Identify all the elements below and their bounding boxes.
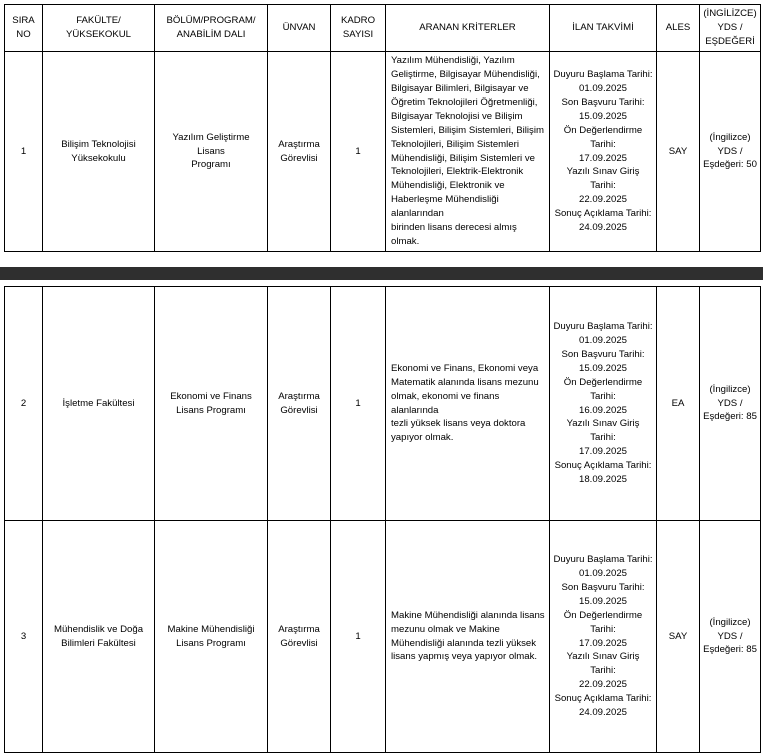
- cell-aranan-kriterler: Makine Mühendisliği alanında lisans mezunu olmak ve Makine Mühendisliği alanında tezli yüksek lisans yapmış veya yapıyor olmak.: [386, 521, 550, 753]
- cell-yds-esdegeri: (İngilizce) YDS / Eşdeğeri: 85: [700, 287, 761, 521]
- cell-kadro-sayisi: 1: [331, 52, 386, 252]
- header-takvim: İLAN TAKVİMİ: [550, 5, 657, 52]
- cell-fakulte: Mühendislik ve Doğa Bilimleri Fakültesi: [43, 521, 155, 753]
- cell-ales: EA: [657, 287, 700, 521]
- cell-ales: SAY: [657, 521, 700, 753]
- cell-kadro-sayisi: 1: [331, 521, 386, 753]
- cell-unvan: Araştırma Görevlisi: [268, 287, 331, 521]
- cell-aranan-kriterler: Yazılım Mühendisliği, Yazılım Geliştirme, Bilgisayar Mühendisliği, Bilgisayar Bilimleri, Bilgisayar ve Öğretim Teknolojileri Öğretmenliği, Bilgisayar Teknolojisi ve Bilişim Sistemleri, Bilişim Sistemleri, Bilişim Teknolojileri, Bilişim Sistemleri Mühendisliği, Bilişim Sistemleri ve Teknolojileri, Elektrik-Elektronik Mühendisliği, Elektronik ve Haberleşme Mühendisliği alanlarından birinden lisans derecesi almış olmak.: [386, 52, 550, 252]
- page-separator: [0, 267, 763, 280]
- cell-unvan: Araştırma Görevlisi: [268, 52, 331, 252]
- header-kadro: KADRO SAYISI: [331, 5, 386, 52]
- header-fakulte: FAKÜLTE/ YÜKSEKOKUL: [43, 5, 155, 52]
- cell-ilan-takvimi: Duyuru Başlama Tarihi: 01.09.2025 Son Başvuru Tarihi: 15.09.2025 Ön Değerlendirme Tarihi: 16.09.2025 Yazılı Sınav Giriş Tarihi: 17.09.2025 Sonuç Açıklama Tarihi: 18.09.2025: [550, 287, 657, 521]
- header-ales: ALES: [657, 5, 700, 52]
- table-page-2: [4, 286, 761, 753]
- cell-ilan-takvimi: Duyuru Başlama Tarihi: 01.09.2025 Son Başvuru Tarihi: 15.09.2025 Ön Değerlendirme Tarihi: 17.09.2025 Yazılı Sınav Giriş Tarihi: 22.09.2025 Sonuç Açıklama Tarihi: 24.09.2025: [550, 52, 657, 252]
- cell-ales: SAY: [657, 52, 700, 252]
- cell-yds-esdegeri: (İngilizce) YDS / Eşdeğeri: 50: [700, 52, 761, 252]
- header-bolum: BÖLÜM/PROGRAM/ ANABİLİM DALI: [155, 5, 268, 52]
- cell-aranan-kriterler: Ekonomi ve Finans, Ekonomi veya Matematik alanında lisans mezunu olmak, ekonomi ve finans alanlarında tezli yüksek lisans veya doktora yapıyor olmak.: [386, 287, 550, 521]
- cell-bolum: Yazılım Geliştirme Lisans Programı: [155, 52, 268, 252]
- cell-sira-no: 2: [5, 287, 43, 521]
- cell-sira-no: 3: [5, 521, 43, 753]
- table-page-1: [4, 4, 761, 252]
- cell-kadro-sayisi: 1: [331, 287, 386, 521]
- header-row: [5, 5, 761, 52]
- cell-ilan-takvimi: Duyuru Başlama Tarihi: 01.09.2025 Son Başvuru Tarihi: 15.09.2025 Ön Değerlendirme Tarihi: 17.09.2025 Yazılı Sınav Giriş Tarihi: 22.09.2025 Sonuç Açıklama Tarihi: 24.09.2025: [550, 521, 657, 753]
- cell-unvan: Araştırma Görevlisi: [268, 521, 331, 753]
- header-kriter: ARANAN KRİTERLER: [386, 5, 550, 52]
- cell-bolum: Ekonomi ve Finans Lisans Programı: [155, 287, 268, 521]
- cell-fakulte: İşletme Fakültesi: [43, 287, 155, 521]
- cell-yds-esdegeri: (İngilizce) YDS / Eşdeğeri: 85: [700, 521, 761, 753]
- header-unvan: ÜNVAN: [268, 5, 331, 52]
- table-row: [5, 287, 761, 521]
- cell-bolum: Makine Mühendisliği Lisans Programı: [155, 521, 268, 753]
- table-row: [5, 52, 761, 252]
- header-sira: SIRA NO: [5, 5, 43, 52]
- header-dil: (İNGİLİZCE) YDS / EŞDEĞERİ: [700, 5, 761, 52]
- cell-fakulte: Bilişim Teknolojisi Yüksekokulu: [43, 52, 155, 252]
- cell-sira-no: 1: [5, 52, 43, 252]
- table-row: [5, 521, 761, 753]
